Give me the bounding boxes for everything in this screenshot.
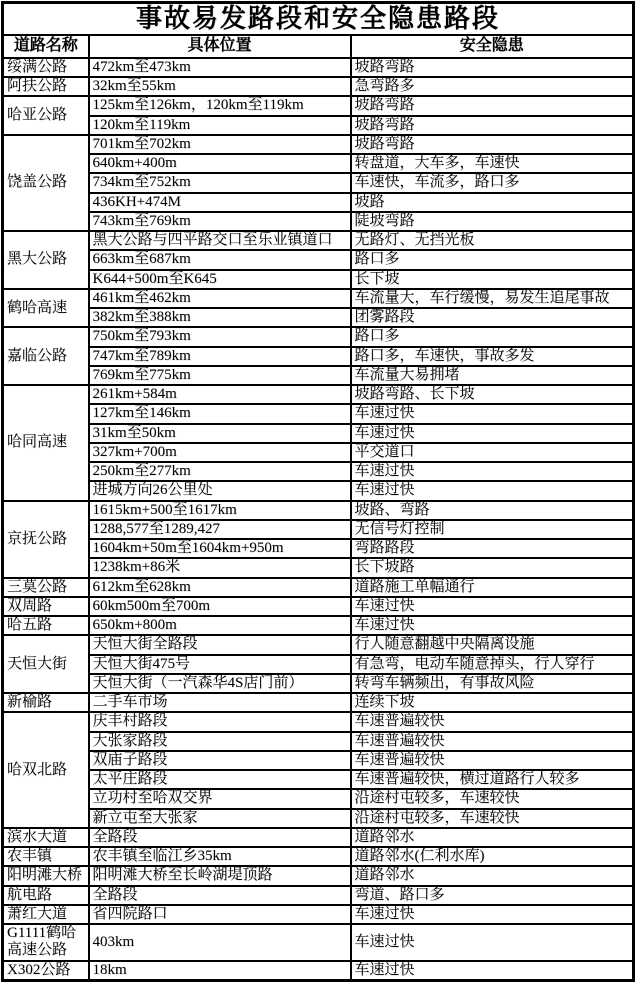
table-row: [3, 385, 634, 404]
location-cell: 769km至775km: [89, 366, 351, 385]
location-cell: 125km至126km，120km至119km: [89, 96, 351, 115]
hazard-cell: 车速过快: [351, 404, 634, 423]
location-cell: 747km至789km: [89, 347, 351, 366]
table-row: [3, 58, 634, 77]
location-cell: 612km至628km: [89, 578, 351, 597]
road-name-cell: 绥满公路: [3, 58, 89, 77]
hazard-cell: 沿途村屯较多，车速较快: [351, 789, 634, 808]
hazard-cell: 坡路弯路、长下坡: [351, 385, 634, 404]
table-row: [3, 655, 634, 674]
location-cell: 二手车市场: [89, 693, 351, 712]
location-cell: 436KH+474M: [89, 193, 351, 212]
hazard-cell: 车速普遍较快: [351, 732, 634, 751]
hazard-cell: 转盘道，大车多，车速快: [351, 154, 634, 173]
location-cell: 403km: [89, 924, 351, 961]
hazard-cell: 弯道、路口多: [351, 886, 634, 905]
table-row: [3, 751, 634, 770]
table-row: [3, 443, 634, 462]
table-row: [3, 693, 634, 712]
hazard-cell: 车速普遍较快: [351, 751, 634, 770]
page-title: 事故易发路段和安全隐患路段: [3, 3, 634, 35]
hazard-cell: 坡路弯路: [351, 135, 634, 154]
table-row: [3, 424, 634, 443]
table-row: [3, 96, 634, 115]
hazard-cell: 车速过快: [351, 616, 634, 635]
location-cell: 327km+700m: [89, 443, 351, 462]
location-cell: 261km+584m: [89, 385, 351, 404]
hazard-cell: 车速过快: [351, 481, 634, 500]
hazard-cell: 坡路弯路: [351, 116, 634, 135]
location-cell: 天恒大街（一汽森华4S店门前）: [89, 674, 351, 693]
table-head: [3, 3, 634, 58]
road-name-cell: 鹤哈高速: [3, 289, 89, 328]
location-cell: 382km至388km: [89, 308, 351, 327]
road-name-cell: 三莫公路: [3, 578, 89, 597]
hazard-cell: 路口多: [351, 327, 634, 346]
road-name-cell: 滨水大道: [3, 828, 89, 847]
hazard-cell: 道路邻水: [351, 866, 634, 885]
location-cell: 1615km+500至1617km: [89, 501, 351, 520]
location-cell: 640km+400m: [89, 154, 351, 173]
location-cell: 双庙子路段: [89, 751, 351, 770]
table-row: [3, 77, 634, 96]
table-row: [3, 366, 634, 385]
location-cell: 127km至146km: [89, 404, 351, 423]
hazard-cell: 无信号灯控制: [351, 520, 634, 539]
location-cell: 1288,577至1289,427: [89, 520, 351, 539]
location-cell: 31km至50km: [89, 424, 351, 443]
location-cell: 1238km+86米: [89, 558, 351, 577]
hazard-cell: 坡路、弯路: [351, 501, 634, 520]
table-row: [3, 135, 634, 154]
table-row: [3, 404, 634, 423]
road-name-cell: 饶盖公路: [3, 135, 89, 231]
accident-road-table: [1, 1, 635, 982]
title-row: [3, 3, 634, 35]
road-name-cell: 哈五路: [3, 616, 89, 635]
table-row: [3, 289, 634, 308]
hazard-cell: 长下坡路: [351, 558, 634, 577]
table-row: [3, 616, 634, 635]
table-row: [3, 578, 634, 597]
road-name-cell: 阳明滩大桥: [3, 866, 89, 885]
table-row: [3, 270, 634, 289]
location-cell: 650km+800m: [89, 616, 351, 635]
hazard-cell: 沿途村屯较多，车速较快: [351, 809, 634, 828]
hazard-cell: 团雾路段: [351, 308, 634, 327]
location-cell: 472km至473km: [89, 58, 351, 77]
table-row: [3, 520, 634, 539]
table-row: [3, 905, 634, 924]
road-name-cell: G1111鹤哈高速公路: [3, 924, 89, 961]
road-name-cell: 双周路: [3, 597, 89, 616]
table-row: [3, 327, 634, 346]
location-cell: 120km至119km: [89, 116, 351, 135]
table-row: [3, 154, 634, 173]
hazard-cell: 车速普遍较快，横过道路行人较多: [351, 770, 634, 789]
table-row: [3, 212, 634, 231]
road-name-cell: 天恒大街: [3, 635, 89, 693]
table-row: [3, 770, 634, 789]
table-row: [3, 789, 634, 808]
hazard-cell: 连续下坡: [351, 693, 634, 712]
hazard-cell: 行人随意翻越中央隔离设施: [351, 635, 634, 654]
hazard-cell: 道路邻水: [351, 828, 634, 847]
hazard-cell: 坡路: [351, 193, 634, 212]
location-cell: 701km至702km: [89, 135, 351, 154]
road-name-cell: 京抚公路: [3, 501, 89, 578]
road-name-cell: 萧红大道: [3, 905, 89, 924]
table-row: [3, 501, 634, 520]
column-header-row: [3, 35, 634, 58]
table-row: [3, 635, 634, 654]
hazard-cell: 车速普遍较快: [351, 712, 634, 731]
hazard-cell: 弯路路段: [351, 539, 634, 558]
hazard-cell: 急弯路多: [351, 77, 634, 96]
hazard-cell: 长下坡: [351, 270, 634, 289]
table-row: [3, 558, 634, 577]
table-body: [3, 58, 634, 981]
column-header-road: 道路名称: [3, 35, 89, 58]
road-name-cell: 农丰镇: [3, 847, 89, 866]
hazard-cell: 车速过快: [351, 597, 634, 616]
hazard-cell: 车流量大易拥堵: [351, 366, 634, 385]
hazard-cell: 车速过快: [351, 924, 634, 961]
table-row: [3, 250, 634, 269]
location-cell: 750km至793km: [89, 327, 351, 346]
hazard-cell: 路口多，车速快，事故多发: [351, 347, 634, 366]
table-row: [3, 924, 634, 961]
table-row: [3, 193, 634, 212]
hazard-cell: 陡坡弯路: [351, 212, 634, 231]
table-row: [3, 847, 634, 866]
road-name-cell: 黑大公路: [3, 231, 89, 289]
location-cell: 省四院路口: [89, 905, 351, 924]
location-cell: 天恒大街475号: [89, 655, 351, 674]
location-cell: 全路段: [89, 886, 351, 905]
table-row: [3, 866, 634, 885]
location-cell: 立功村至哈双交界: [89, 789, 351, 808]
road-name-cell: 哈同高速: [3, 385, 89, 501]
table-row: [3, 462, 634, 481]
hazard-cell: 路口多: [351, 250, 634, 269]
table-row: [3, 712, 634, 731]
hazard-cell: 坡路弯路: [351, 96, 634, 115]
road-name-cell: 阿扶公路: [3, 77, 89, 96]
location-cell: 太平庄路段: [89, 770, 351, 789]
hazard-cell: 坡路弯路: [351, 58, 634, 77]
location-cell: 全路段: [89, 828, 351, 847]
location-cell: 663km至687km: [89, 250, 351, 269]
road-name-cell: 哈双北路: [3, 712, 89, 828]
hazard-cell: 平交道口: [351, 443, 634, 462]
table-row: [3, 961, 634, 981]
location-cell: 743km至769km: [89, 212, 351, 231]
location-cell: 32km至55km: [89, 77, 351, 96]
table-row: [3, 674, 634, 693]
hazard-cell: 道路施工单幅通行: [351, 578, 634, 597]
location-cell: 250km至277km: [89, 462, 351, 481]
road-name-cell: X302公路: [3, 961, 89, 981]
location-cell: 大张家路段: [89, 732, 351, 751]
table-row: [3, 809, 634, 828]
location-cell: 阳明滩大桥至长岭湖堤顶路: [89, 866, 351, 885]
location-cell: K644+500m至K645: [89, 270, 351, 289]
road-name-cell: 航电路: [3, 886, 89, 905]
table-row: [3, 597, 634, 616]
location-cell: 734km至752km: [89, 173, 351, 192]
table-row: [3, 347, 634, 366]
hazard-cell: 车速过快: [351, 905, 634, 924]
hazard-cell: 有急弯，电动车随意掉头，行人穿行: [351, 655, 634, 674]
road-name-cell: 哈亚公路: [3, 96, 89, 135]
table-row: [3, 732, 634, 751]
hazard-cell: 车速快，车流多，路口多: [351, 173, 634, 192]
road-name-cell: 嘉临公路: [3, 327, 89, 385]
column-header-location: 具体位置: [89, 35, 351, 58]
location-cell: 461km至462km: [89, 289, 351, 308]
table-row: [3, 886, 634, 905]
location-cell: 黑大公路与四平路交口至乐业镇道口: [89, 231, 351, 250]
table-row: [3, 539, 634, 558]
location-cell: 新立屯至大张家: [89, 809, 351, 828]
hazard-cell: 车速过快: [351, 462, 634, 481]
hazard-cell: 道路邻水(仁利水库): [351, 847, 634, 866]
location-cell: 农丰镇至临江乡35km: [89, 847, 351, 866]
hazard-cell: 车速过快: [351, 961, 634, 981]
location-cell: 庆丰村路段: [89, 712, 351, 731]
table-row: [3, 481, 634, 500]
hazard-cell: 转弯车辆频出，有事故风险: [351, 674, 634, 693]
table-row: [3, 173, 634, 192]
hazard-cell: 车流量大，车行缓慢，易发生追尾事故: [351, 289, 634, 308]
table-row: [3, 231, 634, 250]
hazard-cell: 车速过快: [351, 424, 634, 443]
location-cell: 进城方向26公里处: [89, 481, 351, 500]
location-cell: 天恒大街全路段: [89, 635, 351, 654]
location-cell: 18km: [89, 961, 351, 981]
location-cell: 60km500m至700m: [89, 597, 351, 616]
table-row: [3, 116, 634, 135]
column-header-hazard: 安全隐患: [351, 35, 634, 58]
table-row: [3, 828, 634, 847]
location-cell: 1604km+50m至1604km+950m: [89, 539, 351, 558]
road-name-cell: 新榆路: [3, 693, 89, 712]
hazard-cell: 无路灯、无挡光板: [351, 231, 634, 250]
table-row: [3, 308, 634, 327]
